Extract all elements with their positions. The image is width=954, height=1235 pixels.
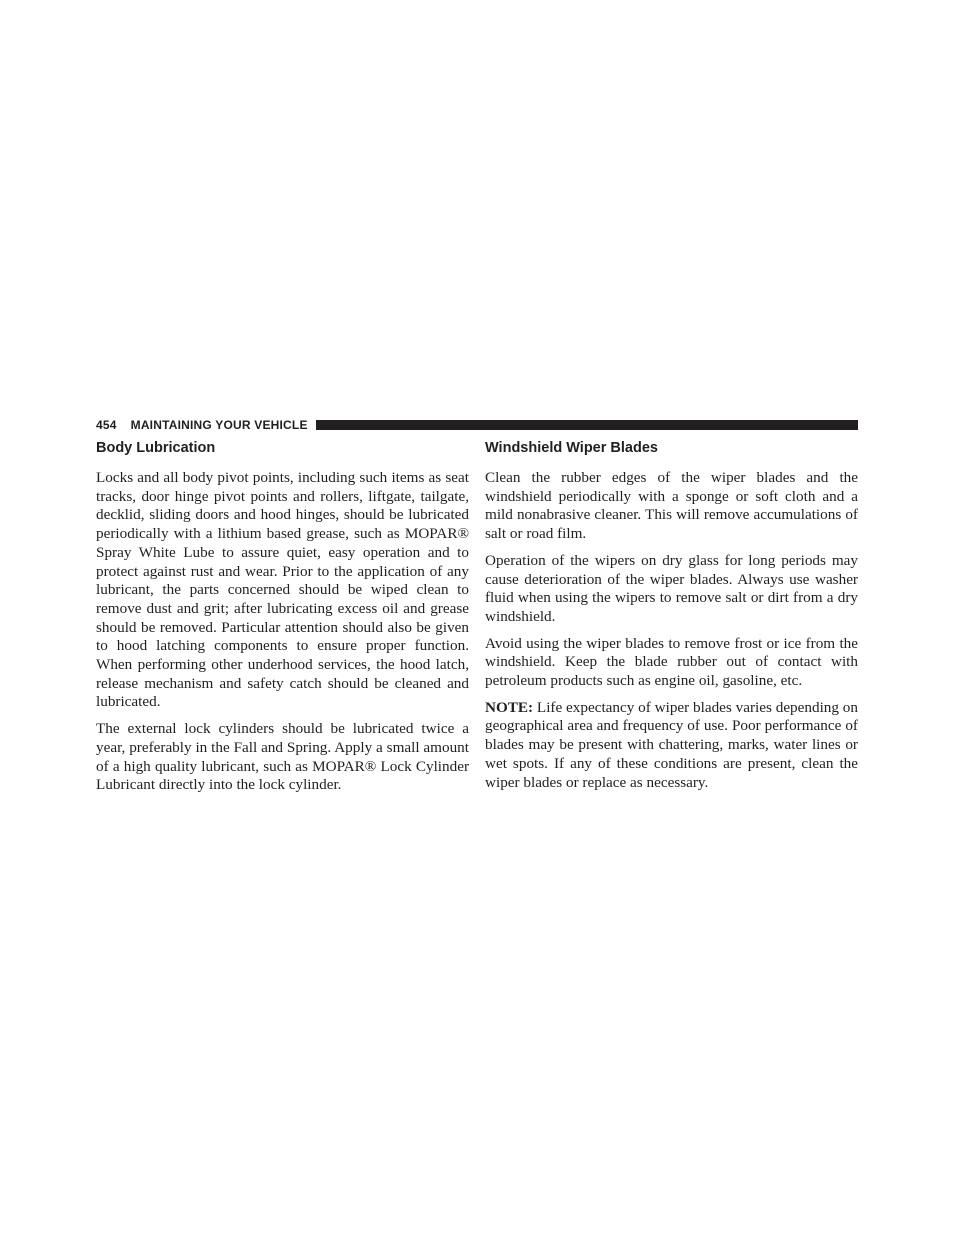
page-number: 454 (96, 418, 117, 432)
note-text: Life expectancy of wiper blades varies depending on geographical area and frequency of use. Poor performance of blades may be present with chattering, marks, water lines or wet spots. If any of these conditions are present, clean the wiper blades or replace as necessary. (485, 698, 858, 791)
left-column (96, 437, 469, 803)
wiper-blades-heading: Windshield Wiper Blades (485, 440, 658, 456)
wiper-blades-paragraph-3: Avoid using the wiper blades to remove frost or ice from the windshield. Keep the blade rubber out of contact with petroleum products such as engine oil, gasoline, etc. (485, 634, 858, 690)
body-lubrication-paragraph-1: Locks and all body pivot points, including such items as seat tracks, door hinge pivot points and rollers, liftgate, tailgate, decklid, sliding doors and hood hinges, should be lubricated periodically with a lithium based grease, such as MOPAR® Spray White Lube to assure quiet, easy operation and to protect against rust and wear. Prior to the application of any lubricant, the parts concerned should be wiped clean to remove dust and grit; after lubricating excess oil and grease should be removed. Particular attention should also be given to hood latching components to ensure proper function. When performing other underhood services, the hood latch, release mechanism and safety catch should be cleaned and lubricated. (96, 469, 469, 711)
wiper-blades-paragraph-2: Operation of the wipers on dry glass for long periods may cause deterioration of the wiper blades. Always use washer fluid when using the wipers to remove salt or dirt from a dry windshield. (485, 551, 858, 625)
wiper-blades-note (485, 699, 858, 793)
right-column (485, 437, 858, 800)
section-title: MAINTAINING YOUR VEHICLE (130, 418, 308, 432)
body-lubrication-heading: Body Lubrication (96, 440, 216, 456)
note-label: NOTE: (485, 698, 534, 716)
body-lubrication-paragraph-2: The external lock cylinders should be lubricated twice a year, preferably in the Fall and Spring. Apply a small amount of a high quality lubricant, such as MOPAR® Lock Cylinder Lubricant directly into the lock cylinder. (96, 720, 469, 794)
page-header (96, 416, 858, 434)
wiper-blades-paragraph-1: Clean the rubber edges of the wiper blades and the windshield periodically with a sponge or soft cloth and a mild nonabrasive cleaner. This will remove accumulations of salt or road film. (485, 469, 858, 543)
header-rule (316, 420, 858, 430)
